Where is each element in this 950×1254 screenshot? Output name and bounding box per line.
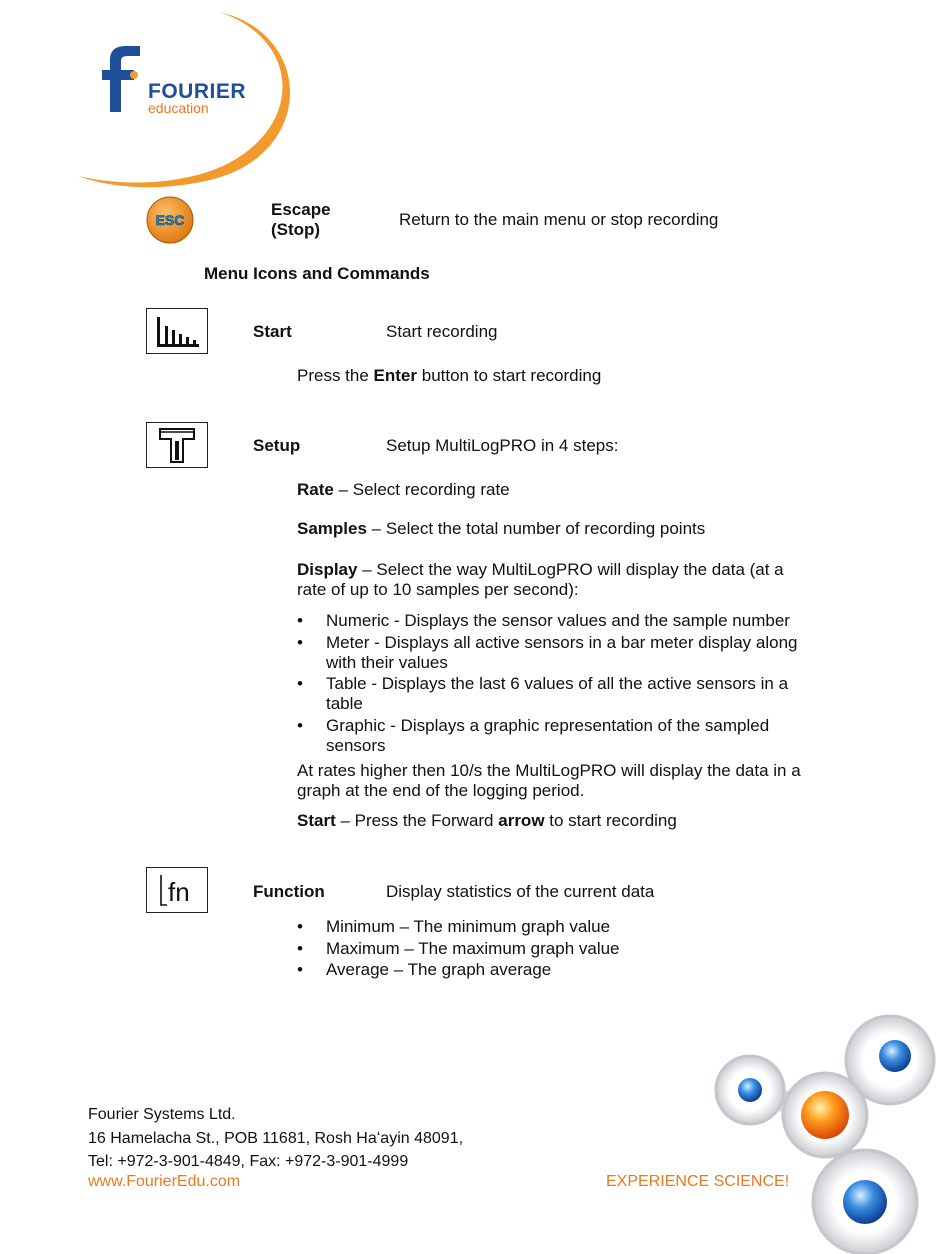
start-command-name: Start — [253, 322, 292, 341]
display-text: – Select the way MultiLogPRO will display the data (at a rate of up to 10 samples per second): — [297, 560, 784, 599]
enter-keyword: Enter — [373, 366, 418, 385]
function-icon-label: fn — [168, 877, 190, 907]
function-command-description: Display statistics of the current data — [386, 882, 655, 901]
samples-keyword: Samples — [297, 519, 367, 538]
escape-title-line2: (Stop) — [271, 220, 321, 239]
esc-icon-label: ESC — [155, 212, 185, 228]
setup-command-description: Setup MultiLogPRO in 4 steps: — [386, 436, 619, 455]
start-step-text: – Press the Forward — [335, 811, 499, 830]
list-item: • Numeric - Displays the sensor values and the sample number — [297, 611, 817, 631]
setup-command-name: Setup — [253, 436, 301, 455]
statistics-list — [297, 917, 817, 982]
escape-title-line1: Escape — [271, 200, 331, 219]
function-command-name: Function — [253, 882, 325, 901]
rate-keyword: Rate — [297, 480, 334, 499]
setup-tool-icon — [147, 423, 207, 467]
setup-display-step — [297, 560, 817, 600]
function-icon — [147, 868, 207, 912]
molecule-decoration-graphic — [705, 1010, 945, 1254]
start-command-description: Start recording — [386, 322, 498, 341]
section-heading: Menu Icons and Commands — [204, 264, 430, 283]
list-item: • Graphic - Displays a graphic representation of the sampled sensors — [297, 716, 817, 756]
list-item: • Meter - Displays all active sensors in a bar meter display along with their values — [297, 633, 817, 673]
logo-subtitle: education — [148, 100, 209, 116]
footer-address-block — [88, 1103, 463, 1174]
bar-chart-icon — [147, 309, 207, 353]
fourier-f-logo-icon — [100, 44, 144, 114]
list-item: • Average – The graph average — [297, 960, 817, 980]
setup-rates-note: At rates higher then 10/s the MultiLogPRO will display the data in a graph at the end of the logging period. — [297, 761, 801, 800]
logo-brand-name: FOURIER — [148, 80, 246, 103]
rate-text: – Select recording rate — [333, 480, 510, 499]
start-step-tail: to start recording — [544, 811, 677, 830]
start-keyword: Start — [297, 811, 336, 830]
setup-rate-step — [297, 480, 817, 500]
setup-samples-step — [297, 519, 817, 539]
start-instruction — [297, 366, 817, 386]
setup-icon-box — [146, 422, 208, 468]
footer-slogan: EXPERIENCE SCIENCE! — [606, 1173, 790, 1190]
list-item: • Table - Displays the last 6 values of all the active sensors in a table — [297, 674, 817, 714]
escape-description: Return to the main menu or stop recording — [399, 210, 719, 229]
esc-button-icon — [145, 195, 195, 245]
footer-phone: Tel: +972-3-901-4849, Fax: +972-3-901-4999 — [88, 1153, 409, 1170]
footer-address: 16 Hamelacha St., POB 11681, Rosh Haʻayin 48091, — [88, 1129, 464, 1147]
footer-company-name: Fourier Systems Ltd. — [88, 1106, 236, 1123]
samples-text: – Select the total number of recording points — [366, 519, 706, 538]
start-instruction-post: button to start recording — [417, 366, 602, 385]
escape-title — [271, 200, 331, 240]
function-icon-box — [146, 867, 208, 913]
list-item: • Maximum – The maximum graph value — [297, 939, 817, 959]
display-modes-list — [297, 611, 817, 757]
footer-website-link[interactable]: www.FourierEdu.com — [88, 1173, 241, 1190]
setup-start-step — [297, 811, 817, 831]
arrow-keyword: arrow — [498, 811, 545, 830]
list-item: • Minimum – The minimum graph value — [297, 917, 817, 937]
start-icon-box — [146, 308, 208, 354]
start-instruction-pre: Press the — [297, 366, 374, 385]
display-keyword: Display — [297, 560, 358, 579]
